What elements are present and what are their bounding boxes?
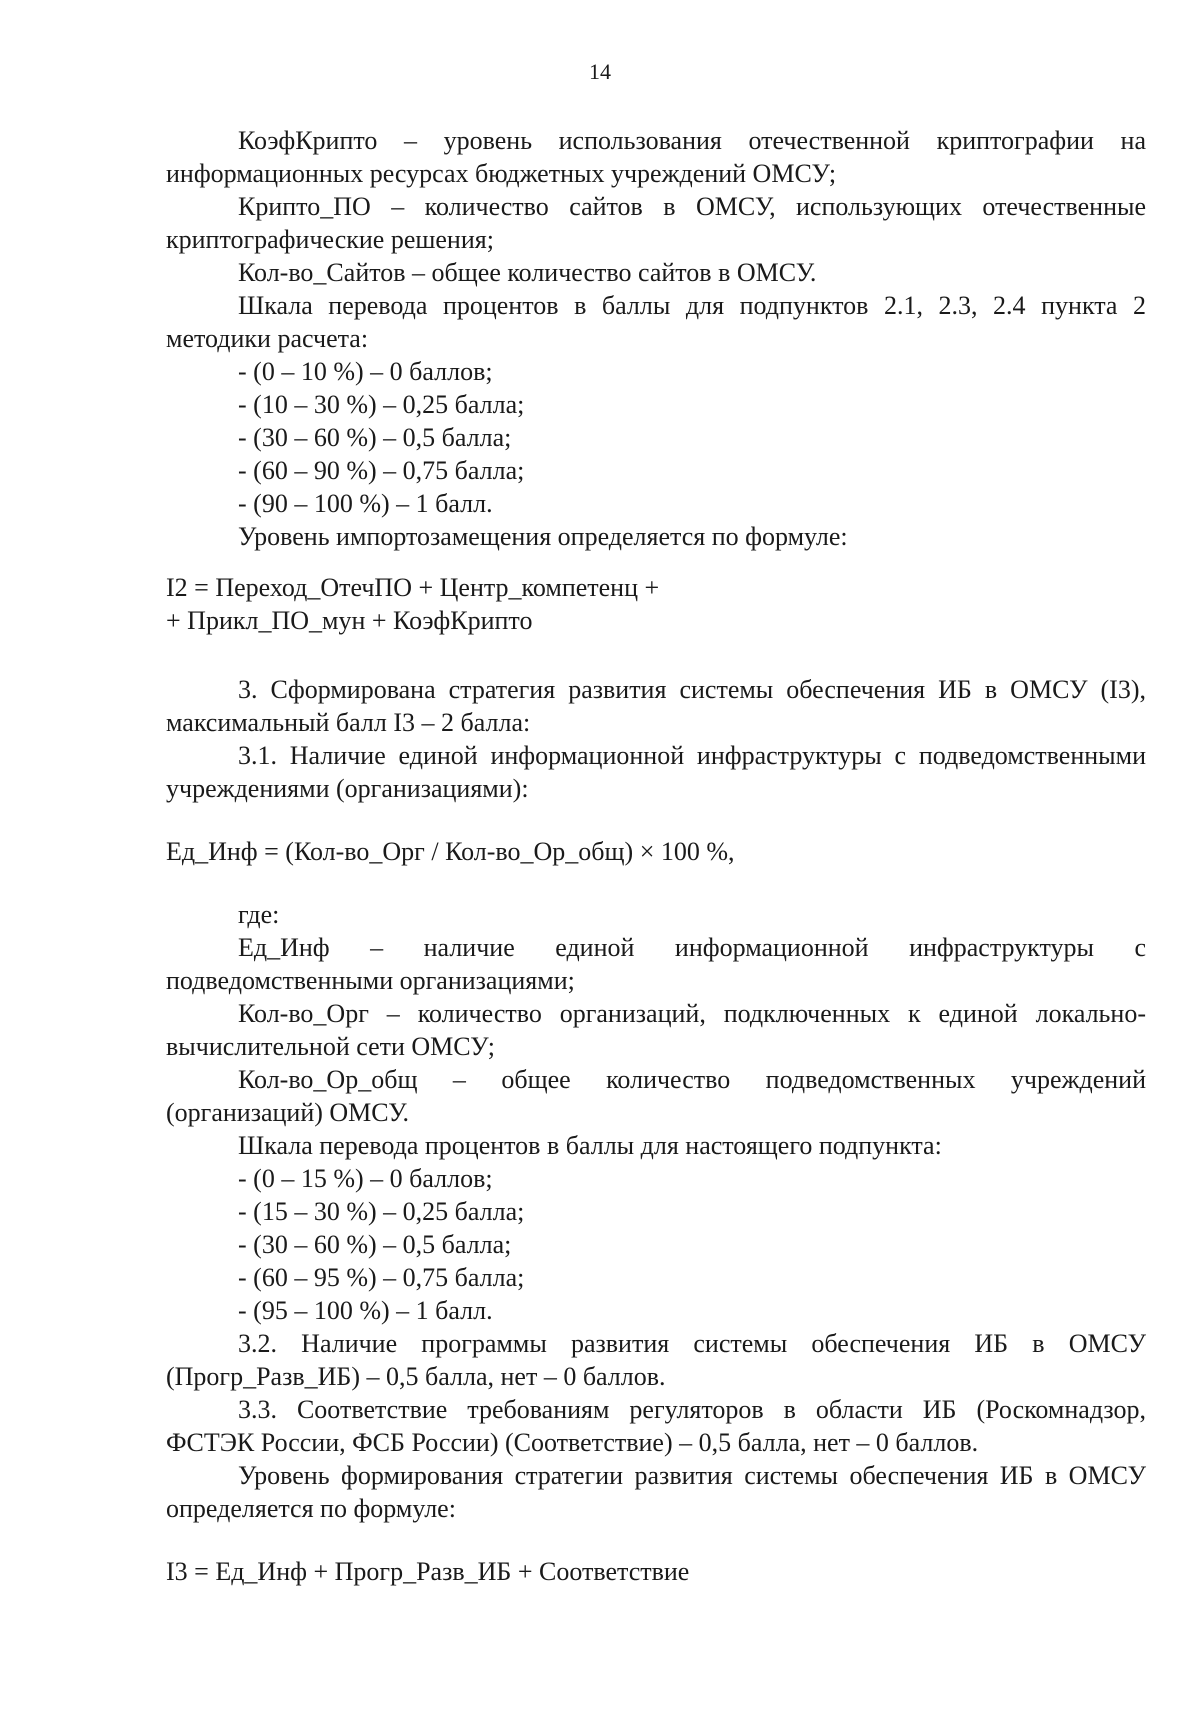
- paragraph-import-formula-intro: Уровень импортозамещения определяется по формуле:: [238, 522, 848, 551]
- paragraph-kol-vo-or-obsch-definition: Кол-во_Ор_общ – общее количество подведомственных учреждений (организаций) ОМСУ.: [166, 1065, 1146, 1127]
- paragraph-section-3-heading: 3. Сформирована стратегия развития системы обеспечения ИБ в ОМСУ (I3), максимальный балл I3 – 2 балла:: [166, 675, 1146, 737]
- paragraph-kol-vo-org-definition: Кол-во_Орг – количество организаций, подключенных к единой локально-вычислительной сети ОМСУ;: [166, 999, 1146, 1061]
- paragraph-strategy-formula-intro: Уровень формирования стратегии развития системы обеспечения ИБ в ОМСУ определяется по формуле:: [166, 1461, 1146, 1523]
- paragraph-kripto-po-definition: Крипто_ПО – количество сайтов в ОМСУ, использующих отечественные криптографические решения;: [166, 192, 1146, 254]
- list-item-scale-2-3: - (30 – 60 %) – 0,5 балла;: [238, 423, 512, 452]
- list-item-scale-3-3: - (30 – 60 %) – 0,5 балла;: [238, 1230, 512, 1259]
- paragraph-scale-intro-3: Шкала перевода процентов в баллы для настоящего подпункта:: [238, 1131, 942, 1160]
- paragraph-kol-vo-saitov-definition: Кол-во_Сайтов – общее количество сайтов в ОМСУ.: [238, 258, 817, 287]
- paragraph-scale-intro-2: Шкала перевода процентов в баллы для подпунктов 2.1, 2.3, 2.4 пункта 2 методики расчета:: [166, 291, 1146, 353]
- paragraph-item-3-3: 3.3. Соответствие требованиям регуляторов в области ИБ (Роскомнадзор, ФСТЭК России, ФСБ России) (Соответствие) – 0,5 балла, нет – 0 баллов.: [166, 1395, 1146, 1457]
- list-item-scale-3-2: - (15 – 30 %) – 0,25 балла;: [238, 1197, 525, 1226]
- list-item-scale-2-1: - (0 – 10 %) – 0 баллов;: [238, 357, 493, 386]
- list-item-scale-2-4: - (60 – 90 %) – 0,75 балла;: [238, 456, 525, 485]
- formula-i2-line-2: + Прикл_ПО_мун + КоэфКрипто: [166, 606, 533, 635]
- list-item-scale-3-4: - (60 – 95 %) – 0,75 балла;: [238, 1263, 525, 1292]
- document-body: [166, 124, 1146, 1588]
- paragraph-koefkripto-definition: КоэфКрипто – уровень использования отечественной криптографии на информационных ресурсах бюджетных учреждений ОМСУ;: [166, 126, 1146, 188]
- page-number: 14: [589, 59, 611, 84]
- list-item-scale-3-1: - (0 – 15 %) – 0 баллов;: [238, 1164, 493, 1193]
- list-item-scale-3-5: - (95 – 100 %) – 1 балл.: [238, 1296, 493, 1325]
- paragraph-ed-inf-definition: Ед_Инф – наличие единой информационной инфраструктуры с подведомственными организациями;: [166, 933, 1146, 995]
- formula-i2-line-1: I2 = Переход_ОтечПО + Центр_компетенц +: [166, 573, 660, 602]
- list-item-scale-2-2: - (10 – 30 %) – 0,25 балла;: [238, 390, 525, 419]
- list-item-scale-2-5: - (90 – 100 %) – 1 балл.: [238, 489, 493, 518]
- paragraph-where: где:: [238, 900, 280, 929]
- formula-i3: I3 = Ед_Инф + Прогр_Разв_ИБ + Соответствие: [166, 1557, 690, 1586]
- paragraph-item-3-2: 3.2. Наличие программы развития системы обеспечения ИБ в ОМСУ (Прогр_Разв_ИБ) – 0,5 балла, нет – 0 баллов.: [166, 1329, 1146, 1391]
- paragraph-item-3-1: 3.1. Наличие единой информационной инфраструктуры с подведомственными учреждениями (организациями):: [166, 741, 1146, 803]
- formula-ed-inf: Ед_Инф = (Кол-во_Орг / Кол-во_Ор_общ) × 100 %,: [166, 837, 735, 866]
